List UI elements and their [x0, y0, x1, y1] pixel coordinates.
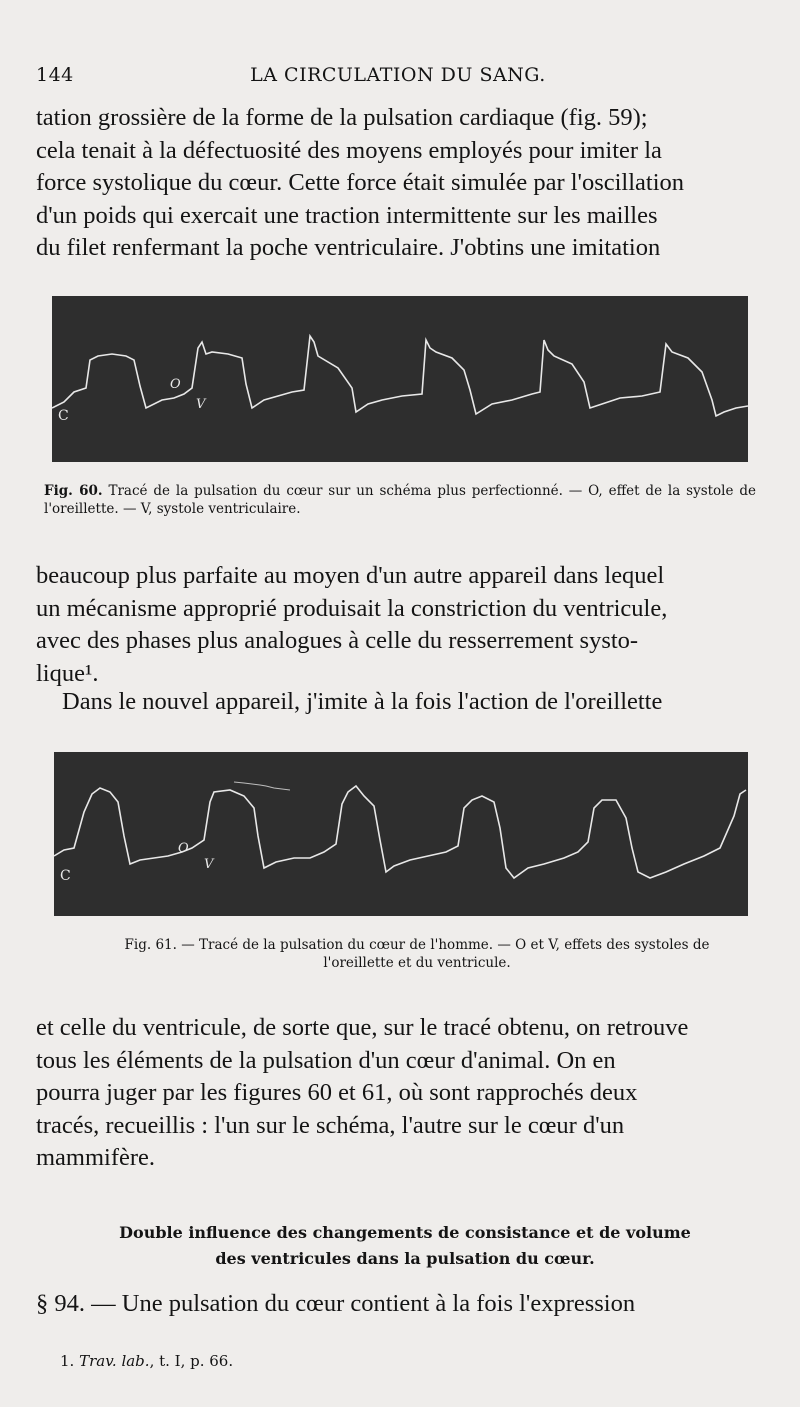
text-line: tracés, recueillis : l'un sur le schéma, l'autre sur le cœur d'un [36, 1111, 625, 1139]
section-title-line: Double influence des changements de consistance et de volume [119, 1223, 691, 1242]
text-line: tous les éléments de la pulsation d'un cœur d'animal. On en [36, 1046, 616, 1074]
page-header [36, 64, 760, 94]
text-line: un mécanisme approprié produisait la constriction du ventricule, [36, 594, 668, 622]
figure-60-svg [52, 296, 748, 462]
figure-61-label-o: O [178, 841, 189, 856]
text-line: d'un poids qui exercait une traction intermittente sur les mailles [36, 201, 658, 229]
pulse-trace-61-artifact [234, 782, 290, 790]
footnote [60, 1352, 233, 1370]
footnote-source: Trav. lab. [79, 1352, 150, 1370]
paragraph-middle [36, 560, 760, 690]
figure-61-label-v: V [204, 857, 214, 872]
footnote-number: 1. [60, 1352, 75, 1370]
figure-61-trace [54, 752, 748, 916]
text-line: beaucoup plus parfaite au moyen d'un autre appareil dans lequel [36, 562, 665, 589]
figure-61-caption-label: Fig. 61. [124, 937, 177, 953]
text-line: mammifère. [36, 1144, 156, 1171]
pulse-trace-60 [52, 336, 748, 416]
text-line: pourra juger par les figures 60 et 61, où sont rapprochés deux [36, 1079, 638, 1106]
text-line: et celle du ventricule, de sorte que, sur le tracé obtenu, on retrouve [36, 1014, 689, 1041]
paragraph-middle-2 [36, 686, 760, 719]
paragraph-top [36, 102, 760, 265]
text-line: force systolique du cœur. Cette force était simulée par l'oscillation [36, 169, 685, 196]
pulse-trace-61 [54, 786, 746, 878]
figure-61-svg [54, 752, 748, 916]
figure-60-caption [44, 482, 756, 518]
section-title-line: des ventricules dans la pulsation du cœur. [215, 1249, 595, 1268]
text-line: avec des phases plus analogues à celle du resserrement systo- [36, 627, 639, 654]
figure-60-caption-label: Fig. 60. [44, 483, 103, 499]
figure-60-caption-text: Tracé de la pulsation du cœur sur un schéma plus perfectionné. — O, effet de la systole de l'oreillette. — V, systole ventriculaire. [44, 483, 756, 517]
text-line: lique¹. [36, 659, 99, 687]
figure-61-caption [94, 936, 740, 972]
figure-60-label-c: C [58, 408, 69, 424]
text-line: tation grossière de la forme de la pulsation cardiaque (fig. 59); [36, 104, 648, 131]
figure-60-label-v: V [196, 397, 206, 412]
figure-60-label-o: O [170, 377, 181, 392]
page-number: 144 [36, 64, 74, 86]
figure-60-trace [52, 296, 748, 462]
text-line: Dans le nouvel appareil, j'imite à la fois l'action de l'oreillette [62, 688, 663, 715]
text-line: cela tenait à la défectuosité des moyens employés pour imiter la [36, 136, 662, 164]
running-title: LA CIRCULATION DU SANG. [250, 64, 546, 86]
paragraph-bottom [36, 1012, 760, 1175]
section-title [50, 1220, 760, 1272]
figure-61-label-c: C [60, 868, 71, 884]
text-line: du filet renfermant la poche ventriculaire. J'obtins une imitation [36, 234, 661, 261]
footnote-reference: , t. I, p. 66. [149, 1352, 234, 1370]
figure-61-caption-text: — Tracé de la pulsation du cœur de l'homme. — O et V, effets des systoles de l'oreillette et du ventricule. [181, 937, 710, 971]
paragraph-94: § 94. — Une pulsation du cœur contient à la fois l'expression [36, 1290, 636, 1317]
